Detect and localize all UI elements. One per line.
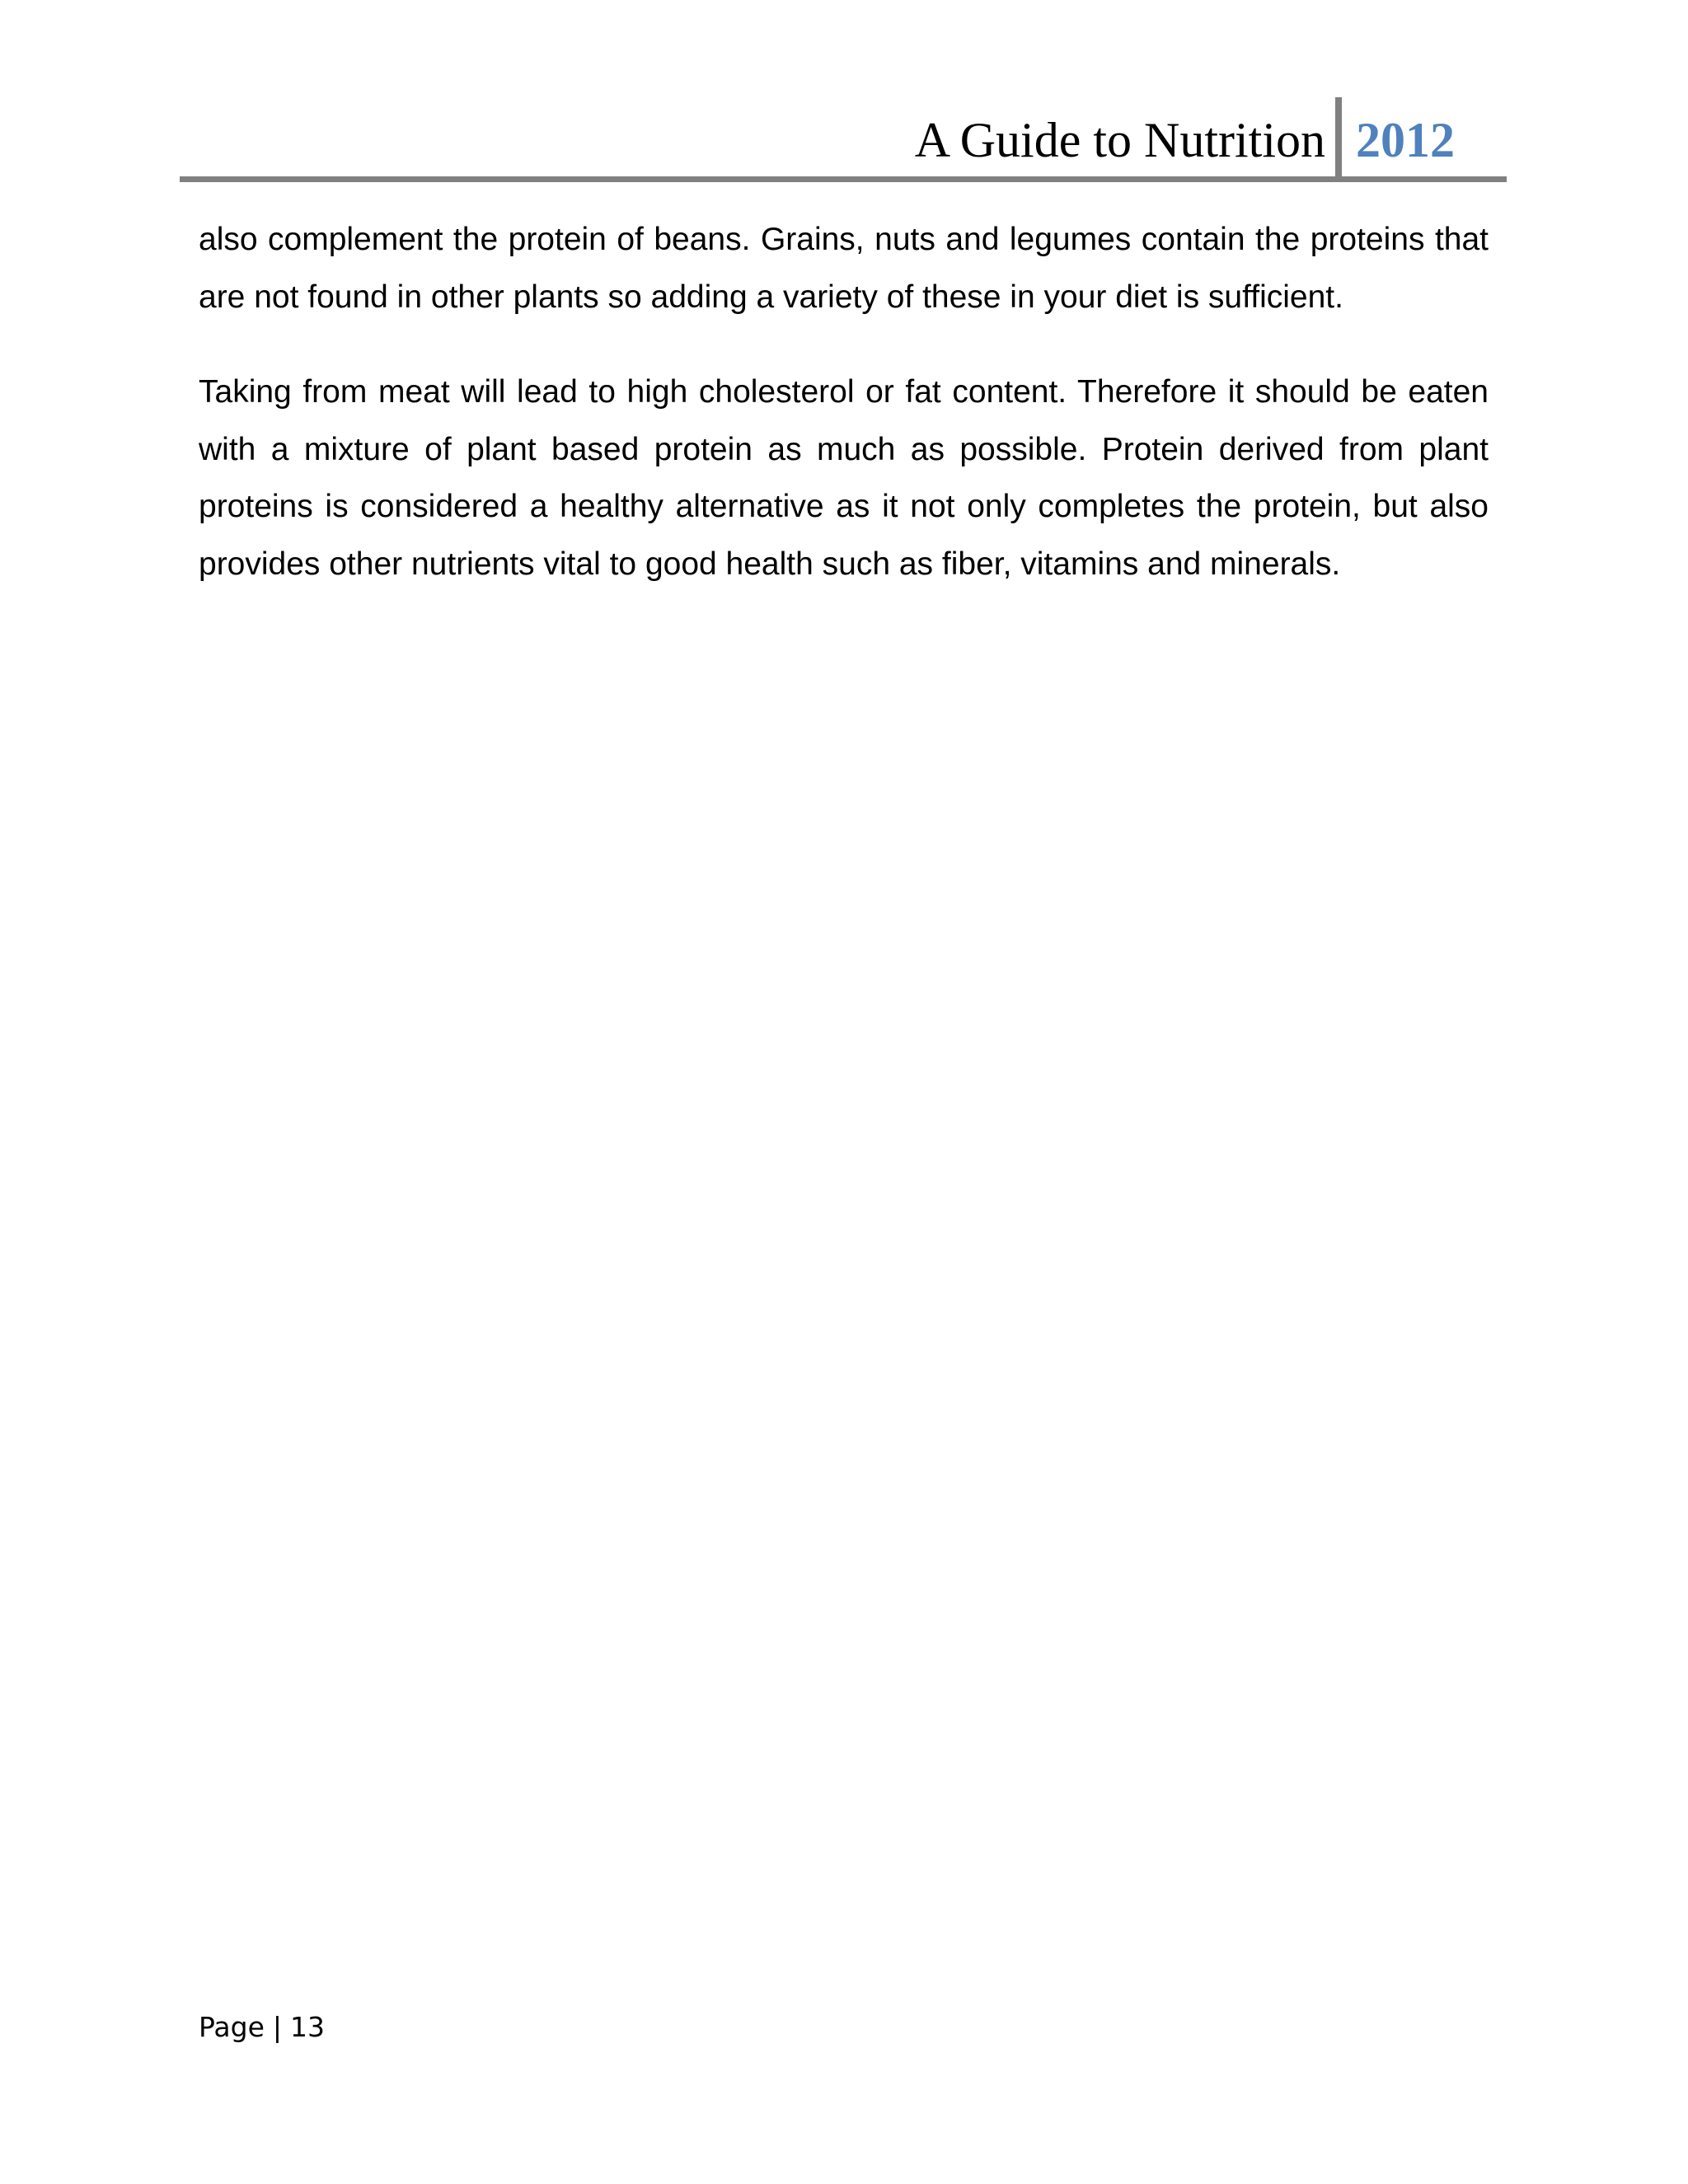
header-divider [1335,97,1342,180]
document-title: A Guide to Nutrition [914,113,1325,167]
page-footer [199,2008,325,2047]
page-number: 13 [290,2011,326,2043]
document-year: 2012 [1356,113,1455,167]
paragraph: Taking from meat will lead to high cholesterol or fat content. Therefore it should be eaten with a mixture of plant based protein as much as possible. Protein derived from plant proteins is considered a healthy alternative as it not only completes the protein, but also provides other nutrients vital to good health such as fiber, vitamins and minerals. [199,374,1489,582]
header-rule [180,176,1507,182]
page-label: Page [199,2011,265,2043]
footer-separator: | [272,2011,283,2043]
paragraph: also complement the protein of beans. Grains, nuts and legumes contain the proteins that are not found in other plants so adding a variety of these in your diet is sufficient. [199,222,1489,315]
